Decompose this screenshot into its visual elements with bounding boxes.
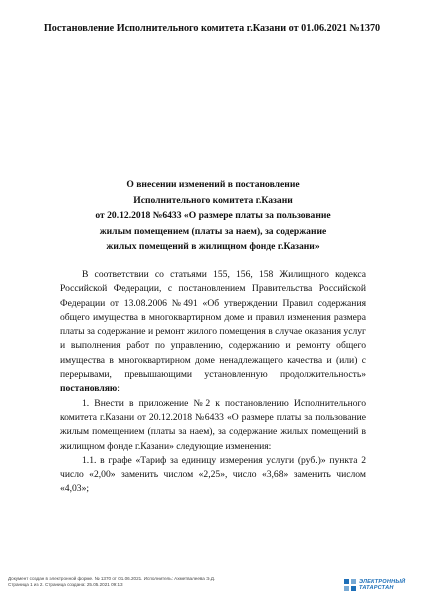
body-paragraph-item-1-1: 1.1. в графе «Тариф за единицу измерения услуги (руб.)» пункта 2 число «2,00» заменить числом «2,25», число «3,68» заменить числом «4,03»; xyxy=(60,454,366,495)
document-title-line: от 20.12.2018 №6433 «О размере платы за пользование xyxy=(95,210,331,222)
logo-mark-icon xyxy=(344,579,356,591)
document-title-line: жилых помещений в жилищном фонде г.Казани» xyxy=(106,241,320,253)
logo-line: ЭЛЕКТРОННЫЙ xyxy=(359,578,406,585)
document-title xyxy=(60,177,366,255)
resolution-word: постановляю xyxy=(60,383,118,395)
document-title-line: Исполнительного комитета г.Казани xyxy=(133,194,293,206)
preamble-text: В соответствии со статьями 155, 156, 158 Жилищного кодекса Российской Федерации, с постановлением Правительства Российской Федерации от 13.08.2006 №491 «Об утверждении Правил содержания общего имущества в многоквартирном доме и правил изменения размера платы за содержание и ремонт жилого помещения в случае оказания услуг и выполнения работ по управлению, содержанию и ремонту общего имущества в многоквартирном доме ненадлежащего качества и (или) с перерывами, превышающими установленную продолжительность» xyxy=(60,269,366,381)
document-body xyxy=(60,268,366,497)
document-title-line: жилым помещением (платы за наем), за содержание xyxy=(99,225,327,237)
logo-text xyxy=(359,579,405,592)
body-paragraph-item-1: 1. Внести в приложение №2 к постановлению Исполнительного комитета г.Казани от 20.12.2018 №6433 «О размере платы за пользование жилым помещением (платы за наем), за содержание жилых помещений в жилищном фонде г.Казани» следующие изменения: xyxy=(60,397,366,452)
document-header-title: Постановление Исполнительного комитета г.Казани от 01.06.2021 №1370 xyxy=(43,23,381,34)
electronic-tatarstan-logo xyxy=(344,577,420,593)
preamble-colon: : xyxy=(117,383,120,395)
footer-line: Страница 1 из 2. Страница создана: 25.05.2021 09:13 xyxy=(8,582,123,588)
document-title-line: О внесении изменений в постановление xyxy=(126,179,300,190)
footer-line: Документ создан в электронной форме. № 1370 от 01.06.2021. Исполнитель: Ахметвалеева Э.Д. xyxy=(8,576,216,581)
body-paragraph-preamble xyxy=(60,268,366,397)
document-footer xyxy=(8,576,318,588)
logo-line: ТАТАРСТАН xyxy=(359,585,394,591)
